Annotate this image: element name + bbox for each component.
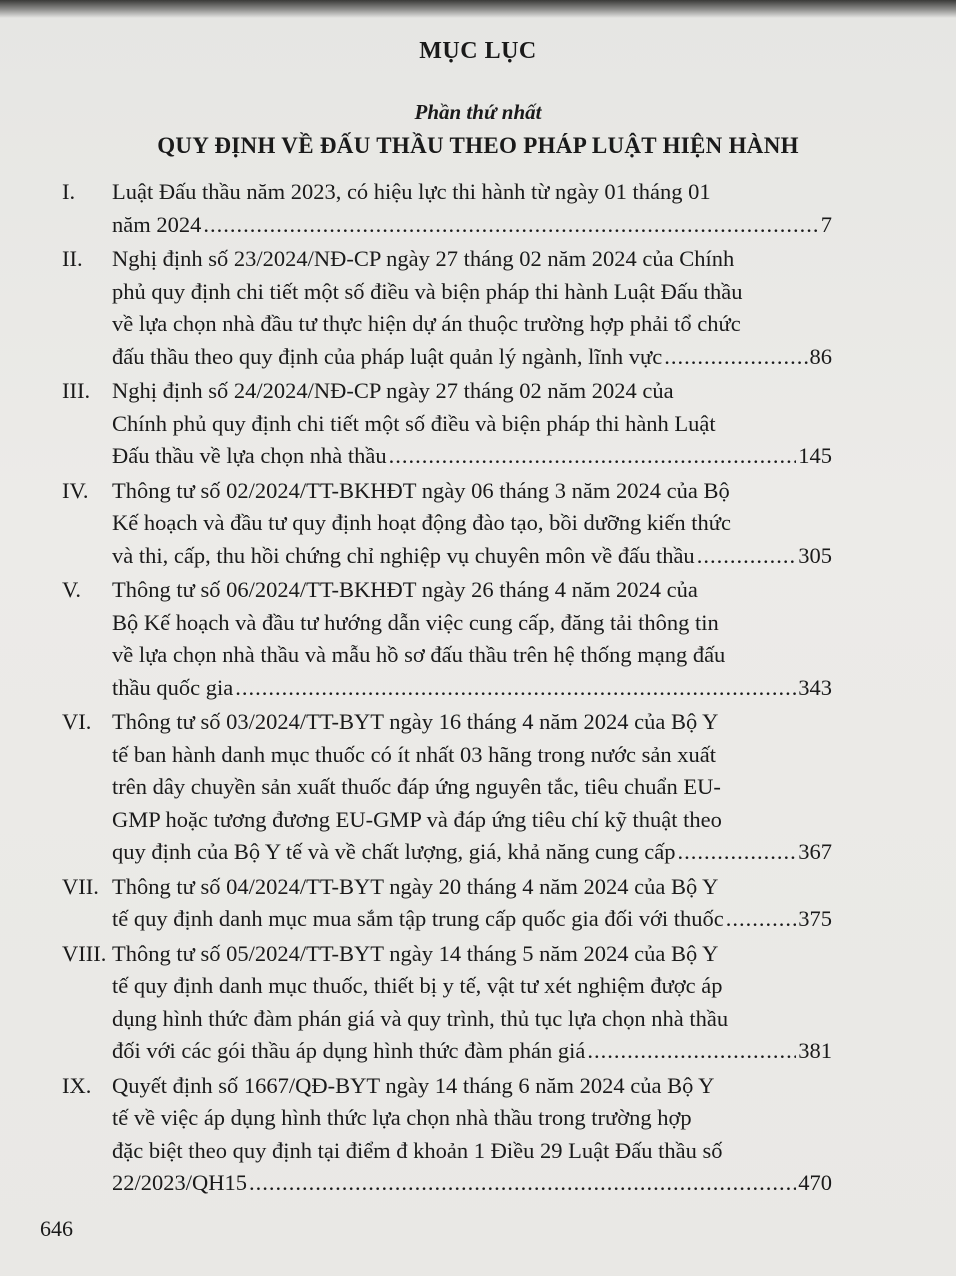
toc-entry-line: dụng hình thức đàm phán giá và quy trình, thủ tục lựa chọn nhà thầu (112, 1005, 729, 1031)
toc-entry (62, 375, 832, 473)
toc-entry-line: tế ban hành danh mục thuốc có ít nhất 03 hãng trong nước sản xuất (112, 741, 716, 767)
toc-entry-body (112, 574, 832, 704)
toc-entry-body (112, 706, 832, 869)
toc-entry-line: về lựa chọn nhà đầu tư thực hiện dự án thuộc trường hợp phải tổ chức (112, 311, 741, 336)
toc-entry-line: đấu thầu theo quy định của pháp luật quản lý ngành, lĩnh vực (112, 343, 663, 369)
toc-entries (62, 176, 832, 1202)
toc-entry-line: tế về việc áp dụng hình thức lựa chọn nhà thầu trong trường hợp (112, 1105, 692, 1130)
toc-entry-final-line (112, 1167, 832, 1200)
toc-entry (62, 574, 832, 704)
toc-entry (62, 706, 832, 869)
toc-entry (62, 871, 832, 936)
toc-entry-final-line (112, 903, 832, 936)
toc-entry-line: Thông tư số 06/2024/TT-BKHĐT ngày 26 tháng 4 năm 2024 của (112, 577, 698, 602)
toc-entry-body (112, 243, 832, 373)
toc-entry-line: thầu quốc gia (112, 674, 234, 700)
toc-entry-numeral: V. (62, 577, 81, 602)
toc-entry-page: 343 (798, 674, 832, 700)
toc-entry-line: Thông tư số 03/2024/TT-BYT ngày 16 tháng 4 năm 2024 của Bộ Y (112, 709, 719, 734)
toc-entry (62, 938, 832, 1068)
toc-entry-page: 470 (798, 1170, 832, 1195)
toc-entry-body (112, 475, 832, 573)
toc-entry-final-line (112, 540, 832, 573)
toc-entry-numeral: II. (62, 246, 83, 271)
toc-entry-line: Quyết định số 1667/QĐ-BYT ngày 14 tháng 6 năm 2024 của Bộ Y (112, 1072, 715, 1098)
toc-entry-body (112, 938, 832, 1068)
part-subtitle: QUY ĐỊNH VỀ ĐẤU THẦU THEO PHÁP LUẬT HIỆN HÀNH (157, 133, 799, 158)
toc-entry-line: Bộ Kế hoạch và đầu tư hướng dẫn việc cung cấp, đăng tải thông tin (112, 609, 719, 635)
toc-entry-line: Kế hoạch và đầu tư quy định hoạt động đào tạo, bồi dưỡng kiến thức (112, 510, 731, 535)
toc-entry-page: 375 (798, 906, 832, 931)
toc-entry-line: và thi, cấp, thu hồi chứng chỉ nghiệp vụ chuyên môn về đấu thầu (112, 542, 695, 568)
toc-entry-line: tế quy định danh mục mua sắm tập trung cấp quốc gia đối với thuốc (112, 906, 724, 931)
toc-entry-page: 145 (798, 443, 832, 468)
toc-entry-final-line (112, 209, 832, 242)
page-edge-shadow (0, 0, 956, 18)
toc-entry-line: về lựa chọn nhà thầu và mẫu hồ sơ đấu thầu trên hệ thống mạng đấu (112, 642, 726, 667)
dot-leader (249, 1167, 796, 1200)
part-title: Phần thứ nhất (414, 100, 542, 124)
dot-leader (203, 209, 818, 242)
toc-entry-line: trên dây chuyền sản xuất thuốc đáp ứng nguyên tắc, tiêu chuẩn EU- (112, 774, 721, 799)
toc-entry-numeral: VIII. (62, 940, 107, 966)
toc-entry-body (112, 375, 832, 473)
toc-entry-body (112, 1070, 832, 1200)
dot-leader (235, 672, 796, 705)
toc-entry-line: Chính phủ quy định chi tiết một số điều và biện pháp thi hành Luật (112, 410, 716, 436)
dot-leader (587, 1035, 796, 1068)
toc-entry-page: 381 (798, 1038, 832, 1063)
toc-entry-line: 22/2023/QH15 (112, 1170, 247, 1195)
toc-entry-line: Thông tư số 04/2024/TT-BYT ngày 20 tháng 4 năm 2024 của Bộ Y (112, 873, 719, 899)
toc-entry-line: phủ quy định chi tiết một số điều và biện pháp thi hành Luật Đấu thầu (112, 278, 743, 304)
toc-entry-line: Đấu thầu về lựa chọn nhà thầu (112, 443, 387, 468)
toc-entry (62, 1070, 832, 1200)
toc-entry-numeral: VII. (62, 873, 99, 899)
toc-entry-numeral: III. (62, 378, 91, 403)
toc-entry-line: quy định của Bộ Y tế và về chất lượng, giá, khả năng cung cấp (112, 839, 676, 864)
toc-entry-body (112, 176, 832, 241)
toc-title: MỤC LỤC (419, 38, 537, 64)
toc-entry-line: Nghị định số 24/2024/NĐ-CP ngày 27 tháng 02 năm 2024 của (112, 378, 674, 403)
toc-entry-page: 7 (820, 211, 832, 237)
dot-leader (697, 540, 797, 573)
toc-entry-numeral: IX. (62, 1072, 92, 1098)
toc-entry-line: Thông tư số 05/2024/TT-BYT ngày 14 tháng 5 năm 2024 của Bộ Y (112, 940, 719, 966)
toc-entry-final-line (112, 1035, 832, 1068)
toc-entry (62, 176, 832, 241)
toc-entry-body (112, 871, 832, 936)
page-number: 646 (40, 1216, 73, 1241)
toc-entry (62, 475, 832, 573)
toc-entry (62, 243, 832, 373)
dot-leader (664, 341, 807, 374)
toc-entry-numeral: I. (62, 179, 76, 204)
toc-entry-line: tế quy định danh mục thuốc, thiết bị y tế, vật tư xét nghiệm được áp (112, 973, 723, 998)
toc-entry-numeral: IV. (62, 477, 89, 503)
toc-entry-line: GMP hoặc tương đương EU-GMP và đáp ứng tiêu chí kỹ thuật theo (112, 806, 722, 832)
toc-entry-line: năm 2024 (112, 211, 202, 237)
dot-leader (678, 836, 797, 869)
toc-entry-numeral: VI. (62, 709, 92, 734)
toc-entry-line: Luật Đấu thầu năm 2023, có hiệu lực thi hành từ ngày 01 tháng 01 (112, 179, 711, 204)
toc-entry-page: 367 (798, 839, 832, 864)
toc-entry-final-line (112, 341, 832, 374)
toc-entry-page: 305 (798, 542, 832, 568)
toc-entry-line: đặc biệt theo quy định tại điểm đ khoản 1 Điều 29 Luật Đấu thầu số (112, 1137, 723, 1163)
dot-leader (726, 903, 796, 936)
toc-entry-final-line (112, 672, 832, 705)
toc-entry-final-line (112, 440, 832, 473)
toc-entry-line: Nghị định số 23/2024/NĐ-CP ngày 27 tháng 02 năm 2024 của Chính (112, 246, 735, 271)
toc-entry-line: đối với các gói thầu áp dụng hình thức đàm phán giá (112, 1038, 586, 1063)
dot-leader (389, 440, 797, 473)
toc-entry-final-line (112, 836, 832, 869)
toc-entry-page: 86 (809, 343, 832, 369)
toc-entry-line: Thông tư số 02/2024/TT-BKHĐT ngày 06 tháng 3 năm 2024 của Bộ (112, 477, 730, 503)
